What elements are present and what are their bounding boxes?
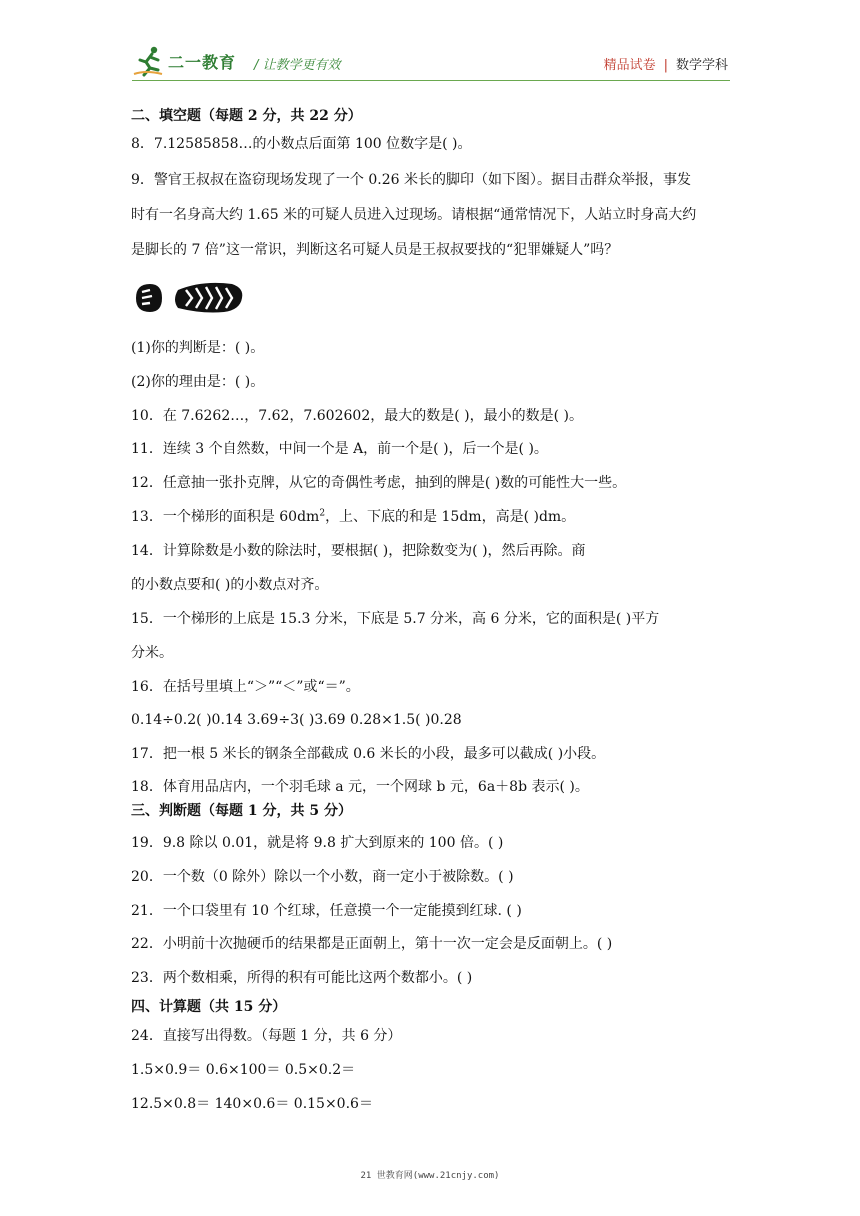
question-16-items: 0.14÷0.2( )0.14 3.69÷3( )3.69 0.28×1.5( )0.28 [131, 712, 462, 728]
logo-text: 二一教育 [168, 52, 237, 72]
question-15-line-2: 分米。 [131, 645, 173, 661]
quality-label: 精品试卷 [603, 58, 656, 73]
brand-logo [132, 44, 236, 78]
question-16: 16．在括号里填上“＞”“＜”或“＝”。 [131, 679, 360, 695]
runner-logo-icon [132, 44, 166, 78]
page-header [132, 44, 732, 82]
subject-label: 数学学科 [675, 58, 728, 73]
header-labels [604, 54, 728, 73]
question-15-line-1: 15．一个梯形的上底是 15.3 分米，下底是 5.7 分米，高 6 分米，它的面积是( )平方 [131, 611, 660, 627]
question-12: 12．任意抽一张扑克牌，从它的奇偶性考虑，抽到的牌是( )数的可能性大一些。 [131, 475, 627, 491]
question-11: 11．连续 3 个自然数，中间一个是 A，前一个是( )，后一个是( )。 [131, 441, 548, 457]
question-9-part-1: (1)你的判断是：( )。 [131, 340, 265, 356]
question-13-tail: ，上、下底的和是 15dm，高是( )dm。 [325, 509, 576, 525]
footprint-icon [132, 276, 244, 318]
question-19: 19．9.8 除以 0.01，就是将 9.8 扩大到原来的 100 倍。( ) [131, 835, 504, 851]
question-9-line-2: 时有一名身高大约 1.65 米的可疑人员进入过现场。请根据“通常情况下，人站立时身高大约 [131, 207, 697, 223]
question-10: 10．在 7.6262…，7.62，7.602602，最大的数是( )，最小的数是( )。 [131, 408, 583, 424]
question-9-line-3: 是脚长的 7 倍”这一常识，判断这名可疑人员是王叔叔要找的“犯罪嫌疑人”吗？ [131, 242, 619, 258]
question-22: 22．小明前十次抛硬币的结果都是正面朝上，第十一次一定会是反面朝上。( ) [131, 936, 613, 952]
question-8: 8．7.12585858…的小数点后面第 100 位数字是( )。 [131, 136, 472, 152]
calc-row-2: 12.5×0.8＝ 140×0.6＝ 0.15×0.6＝ [131, 1096, 373, 1112]
question-14-line-1: 14．计算除数是小数的除法时，要根据( )，把除数变为( )，然后再除。商 [131, 543, 586, 559]
header-rule [132, 80, 730, 81]
question-23: 23．两个数相乘，所得的积有可能比这两个数都小。( ) [131, 970, 473, 986]
question-21: 21．一个口袋里有 10 个红球，任意摸一个一定能摸到红球. ( ) [131, 903, 522, 919]
question-24: 24．直接写出得数。（每题 1 分，共 6 分） [131, 1028, 402, 1044]
question-17: 17．把一根 5 米长的钢条全部截成 0.6 米长的小段，最多可以截成( )小段。 [131, 746, 606, 762]
page-footer: 21 世教育网(www.21cnjy.com) [360, 1171, 500, 1181]
header-separator: | [663, 58, 668, 73]
question-20: 20．一个数（0 除外）除以一个小数，商一定小于被除数。( ) [131, 869, 514, 885]
question-14-line-2: 的小数点要和( )的小数点对齐。 [131, 577, 329, 593]
question-18: 18．体育用品店内，一个羽毛球 a 元，一个网球 b 元，6a＋8b 表示( )。 [131, 779, 589, 795]
slogan: / 让教学更有效 [254, 58, 341, 73]
question-13-superscript: 2 [319, 508, 326, 519]
question-9-line-1: 9．警官王叔叔在盗窃现场发现了一个 0.26 米长的脚印（如下图）。据目击群众举报，事发 [131, 172, 691, 188]
section-title-fill-in: 二、填空题（每题 2 分，共 22 分） [131, 108, 362, 124]
section-title-true-false: 三、判断题（每题 1 分，共 5 分） [131, 803, 352, 819]
question-9-part-2: (2)你的理由是：( )。 [131, 374, 265, 390]
calc-row-1: 1.5×0.9＝ 0.6×100＝ 0.5×0.2＝ [131, 1062, 356, 1078]
section-title-calculation: 四、计算题（共 15 分） [131, 999, 287, 1015]
question-13 [131, 507, 575, 527]
question-13-text: 13．一个梯形的面积是 60dm [131, 509, 320, 525]
